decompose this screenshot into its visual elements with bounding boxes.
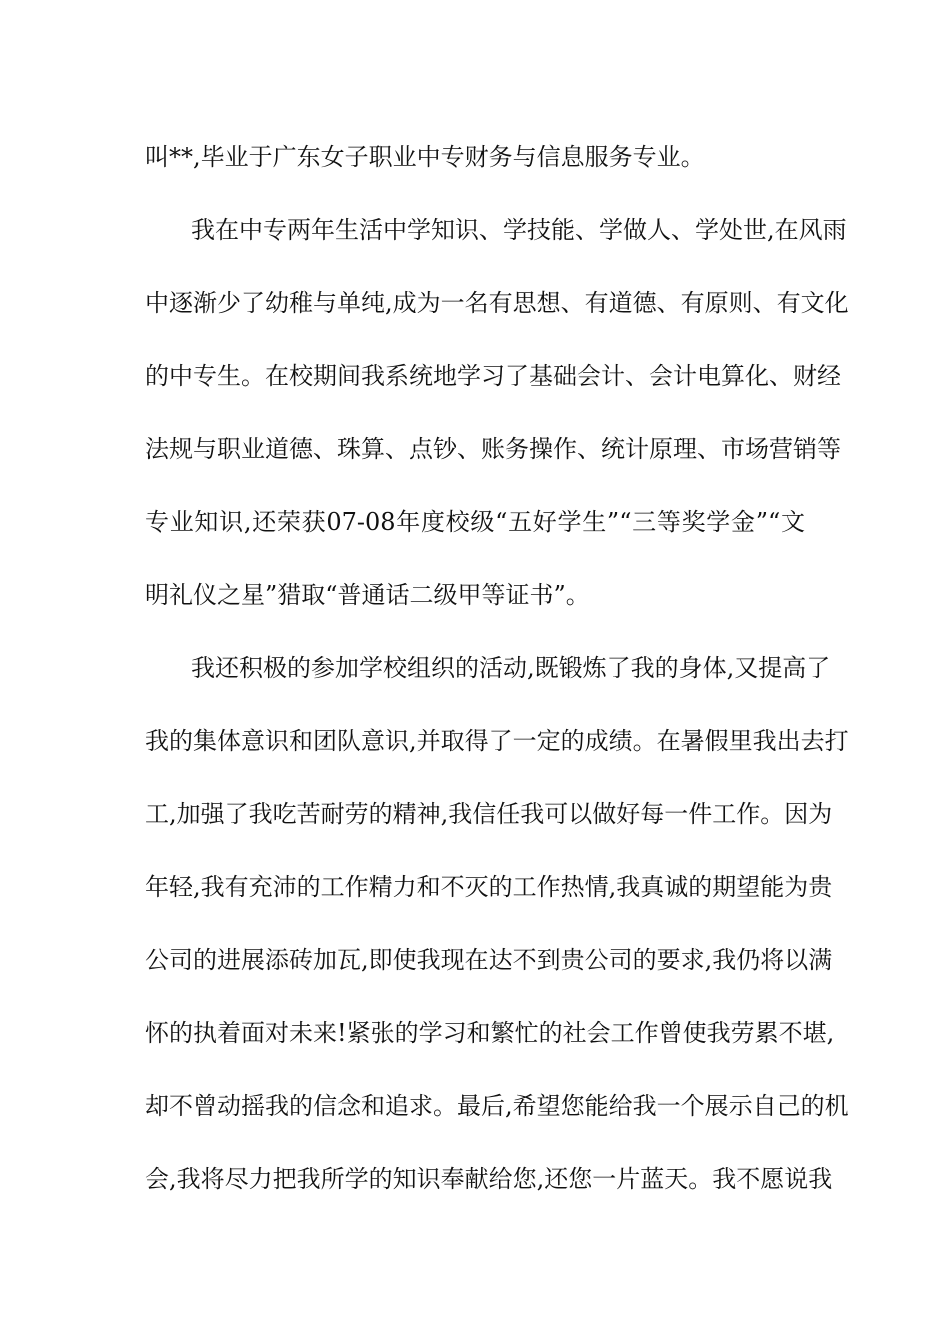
text-line: 的中专生。在校期间我系统地学习了基础会计、会计电算化、财经 xyxy=(145,362,841,390)
text-line: 明礼仪之星”猎取“普通话二级甲等证书”。 xyxy=(145,581,590,609)
text-line: 专业知识,还荣获07-08年度校级“五好学生”“三等奖学金”“文 xyxy=(145,508,805,536)
text-line: 中逐渐少了幼稚与单纯,成为一名有思想、有道德、有原则、有文化 xyxy=(145,289,849,317)
text-line: 叫**,毕业于广东女子职业中专财务与信息服务专业。 xyxy=(145,143,705,171)
text-line: 怀的执着面对未来!紧张的学习和繁忙的社会工作曾使我劳累不堪, xyxy=(145,1019,835,1047)
text-line: 年轻,我有充沛的工作精力和不灭的工作热情,我真诚的期望能为贵 xyxy=(145,873,833,901)
paragraph-start-line: 我还积极的参加学校组织的活动,既锻炼了我的身体,又提高了 xyxy=(191,654,831,682)
text-line: 工,加强了我吃苦耐劳的精神,我信任我可以做好每一件工作。因为 xyxy=(145,800,833,828)
text-line: 我的集体意识和团队意识,并取得了一定的成绩。在暑假里我出去打 xyxy=(145,727,849,755)
text-line: 会,我将尽力把我所学的知识奉献给您,还您一片蓝天。我不愿说我 xyxy=(145,1165,833,1193)
text-line: 法规与职业道德、珠算、点钞、账务操作、统计原理、市场营销等 xyxy=(145,435,841,463)
text-line: 却不曾动摇我的信念和追求。最后,希望您能给我一个展示自己的机 xyxy=(145,1092,849,1120)
paragraph-start-line: 我在中专两年生活中学知识、学技能、学做人、学处世,在风雨 xyxy=(191,216,847,244)
text-line: 公司的进展添砖加瓦,即使我现在达不到贵公司的要求,我仍将以满 xyxy=(145,946,833,974)
body-text xyxy=(145,132,849,1227)
